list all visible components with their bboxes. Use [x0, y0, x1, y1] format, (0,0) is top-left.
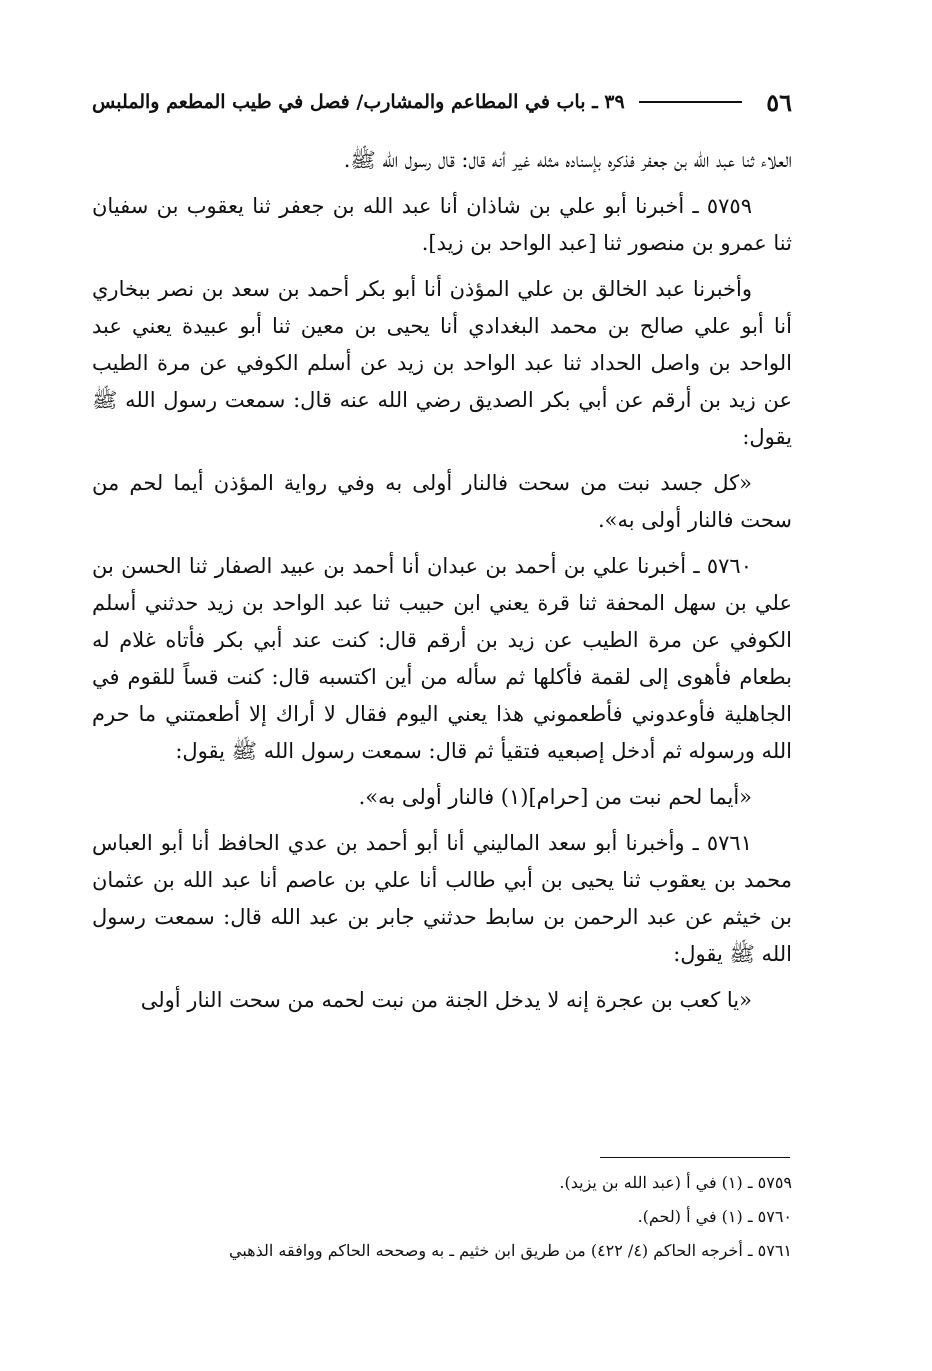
hadith-5759: ٥٧٥٩ ـ أخبرنا أبو علي بن شاذان أنا عبد الله بن جعفر ثنا يعقوب بن سفيان ثنا عمرو بن منصور ثنا [عبد الواحد بن زيد].: [92, 194, 792, 255]
footnote-separator: [600, 1157, 790, 1158]
main-text: [92, 142, 792, 1028]
running-header: [92, 82, 792, 122]
header-rule: [639, 101, 743, 103]
footnote: ٥٧٦١ ـ أخرجه الحاكم (٤/ ٤٢٢) من طريق ابن خثيم ـ به وصححه الحاكم ووافقه الذهبي: [228, 1241, 792, 1260]
footnote: ٥٧٦٠ ـ (١) في أ (لحم).: [637, 1207, 792, 1226]
footnotes: [92, 1166, 792, 1268]
hadith-quote: «يا كعب بن عجرة إنه لا يدخل الجنة من نبت لحمه من سحت النار أولى: [140, 988, 752, 1012]
footnote: ٥٧٥٩ ـ (١) في أ (عبد الله بن يزيد).: [559, 1173, 792, 1192]
hadith-quote: «كل جسد نبت من سحت فالنار أولى به وفي رواية المؤذن أيما لحم من سحت فالنار أولى به».: [92, 471, 792, 532]
hadith-quote: «أيما لحم نبت من [حرام](١) فالنار أولى به».: [358, 785, 752, 809]
paragraph: وأخبرنا عبد الخالق بن علي المؤذن أنا أبو بكر أحمد بن سعد بن نصر ببخاري أنا أبو علي صالح بن محمد البغدادي أنا يحيى بن معين ثنا أبو عبيدة يعني عبد الواحد بن واصل الحداد ثنا عبد الواحد بن زيد عن أسلم الكوفي عن مرة الطيب عن زيد بن أرقم عن أبي بكر الصديق رضي الله عنه قال: سمعت رسول الله ﷺ يقول:: [92, 277, 792, 449]
page-number: ٥٦: [766, 87, 792, 117]
hadith-5760: ٥٧٦٠ ـ أخبرنا علي بن أحمد بن عبدان أنا أحمد بن عبيد الصفار ثنا الحسن بن علي بن سهل المحفة ثنا قرة يعني ابن حبيب ثنا عبد الواحد بن زيد حدثني أسلم الكوفي عن مرة الطيب عن زيد بن أرقم قال: كنت عند أبي بكر فأتاه غلام له بطعام فأهوى إلى لقمة فأكلها ثم سأله من أين اكتسبه قال: كنت قساً للقوم في الجاهلية فأوعدوني فأطعموني هذا يعني اليوم فقال لا أراك إلا أطعمتني ما حرم الله ورسوله ثم أدخل إصبعيه فتقيأ ثم قال: سمعت رسول الله ﷺ يقول:: [92, 554, 792, 763]
hadith-5761: ٥٧٦١ ـ وأخبرنا أبو سعد الماليني أنا أبو أحمد بن عدي الحافظ أنا أبو العباس محمد بن يعقوب ثنا يحيى بن أبي طالب أنا علي بن عاصم أنا عبد الله بن عثمان بن خيثم عن عبد الرحمن بن سابط حدثني جابر بن عبد الله قال: سمعت رسول الله ﷺ يقول:: [92, 831, 792, 966]
paragraph: العلاء ثنا عبد الله بن جعفر فذكره بإسناده مثله غير أنه قال: قال رسول الله ﷺ.: [343, 148, 792, 172]
chapter-title: ٣٩ ـ باب في المطاعم والمشارب/ فصل في طيب المطعم والملبس: [92, 91, 625, 113]
